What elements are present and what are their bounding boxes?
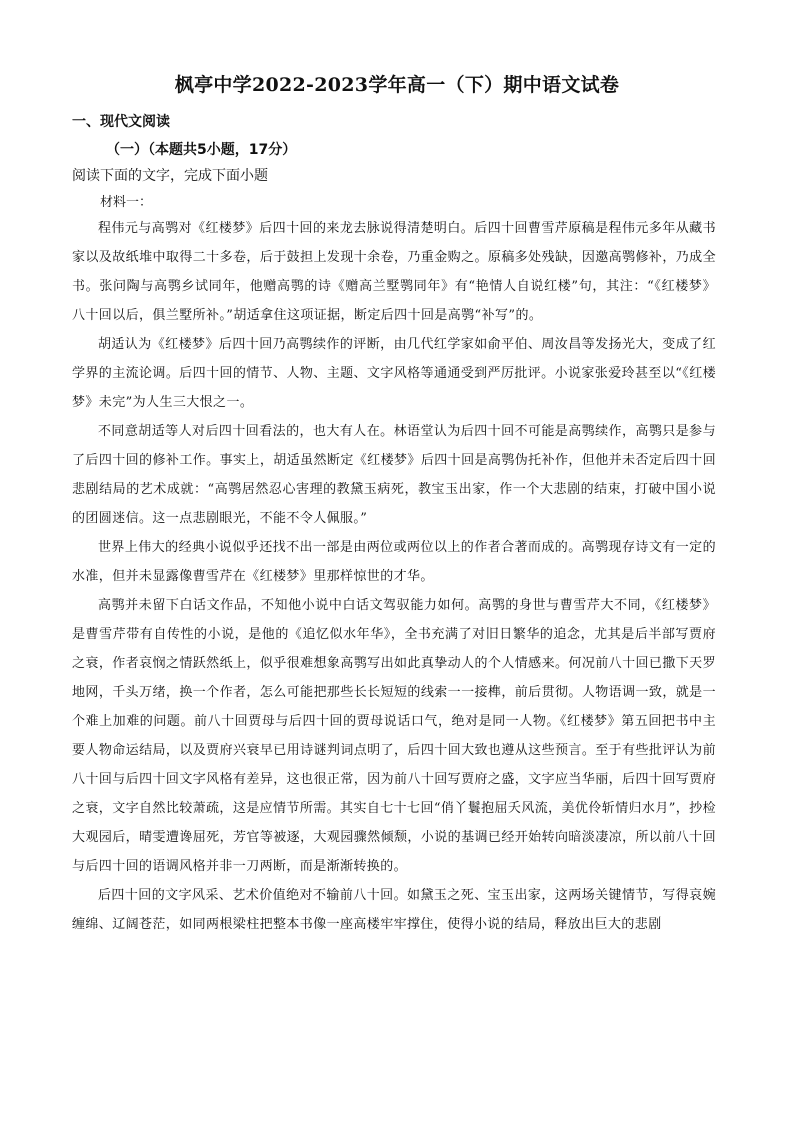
section-heading: 一、现代文阅读 (72, 114, 170, 130)
paragraph-2: 胡适认为《红楼梦》后四十回乃高鹗续作的评断，由几代红学家如俞平伯、周汝昌等发扬光大，变成了红学界的主流论调。后四十回的情节、人物、主题、文字风格等通通受到严厉批评。小说家张爱玲甚至以“《红楼梦》未完”为人生三大恨之一。 (72, 337, 716, 410)
paragraph-5: 高鹗并未留下白话文作品，不知他小说中白话文驾驭能力如何。高鹗的身世与曹雪芹大不同，《红楼梦》是曹雪芹带有自传性的小说，是他的《追忆似水年华》，全书充满了对旧日繁华的追念，尤其是后半部写贾府之衰，作者哀悯之情跃然纸上，似乎很难想象高鹗写出如此真挚动人的个人情感来。何况前八十回已撒下天罗地网，千头万绪，换一个作者，怎么可能把那些长长短短的线索一一接榫，前后贯彻。人物语调一致，就是一个难上加难的问题。前八十回贾母与后四十回的贾母说话口气，绝对是同一人物。《红楼梦》第五回把书中主要人物命运结局，以及贾府兴衰早已用诗谜判词点明了，后四十回大致也遵从这些预言。至于有些批评认为前八十回与后四十回文字风格有差异，这也很正常，因为前八十回写贾府之盛，文字应当华丽，后四十回写贾府之衰，文字自然比较萧疏，这是应情节所需。其实自七十七回“俏丫鬟抱屈夭风流，美优伶斩情归水月”，抄检大观园后，晴雯遭谗屈死，芳官等被逐，大观园骤然倾颓，小说的基调已经开始转向暗淡凄凉，所以前八十回与后四十回的语调风格并非一刀两断，而是渐渐转换的。 (72, 598, 716, 874)
paragraph-3: 不同意胡适等人对后四十回看法的，也大有人在。林语堂认为后四十回不可能是高鹗续作，高鹗只是参与了后四十回的修补工作。事实上，胡适虽然断定《红楼梦》后四十回是高鹗伪托补作，但他并未否定后四十回悲剧结局的艺术成就：“高鹗居然忍心害理的教黛玉病死，教宝玉出家，作一个大悲剧的结束，打破中国小说的团圆迷信。这一点悲剧眼光，不能不令人佩服。” (72, 424, 716, 526)
material-label: 材料一： (100, 195, 153, 210)
exam-title: 枫亭中学2022-2023学年高一（下）期中语文试卷 (174, 74, 620, 96)
subsection-heading: （一）（本题共5小题，17分） (106, 142, 297, 158)
paragraph-1: 程伟元与高鹗对《红楼梦》后四十回的来龙去脉说得清楚明白。后四十回曹雪芹原稿是程伟元多年从藏书家以及故纸堆中取得二十多卷，后于鼓担上发现十余卷，乃重金购之。原稿多处残缺，因邀高鹗修补，乃成全书。张问陶与高鹗乡试同年，他赠高鹗的诗《赠高兰墅鹗同年》有“艳情人自说红楼”句，其注：“《红楼梦》八十回以后，俱兰墅所补。”胡适拿住这项证据，断定后四十回是高鹗“补写”的。 (72, 221, 716, 323)
reading-instruction: 阅读下面的文字，完成下面小题 (72, 168, 268, 184)
paragraph-6: 后四十回的文字风采、艺术价值绝对不输前八十回。如黛玉之死、宝玉出家，这两场关键情节，写得哀婉缠绵、辽阔苍茫，如同两根梁柱把整本书像一座高楼牢牢撑住，使得小说的结局，释放出巨大的悲剧 (72, 888, 716, 932)
paragraph-4: 世界上伟大的经典小说似乎还找不出一部是由两位或两位以上的作者合著而成的。高鹗现存诗文有一定的水准，但并未显露像曹雪芹在《红楼梦》里那样惊世的才华。 (72, 540, 716, 584)
